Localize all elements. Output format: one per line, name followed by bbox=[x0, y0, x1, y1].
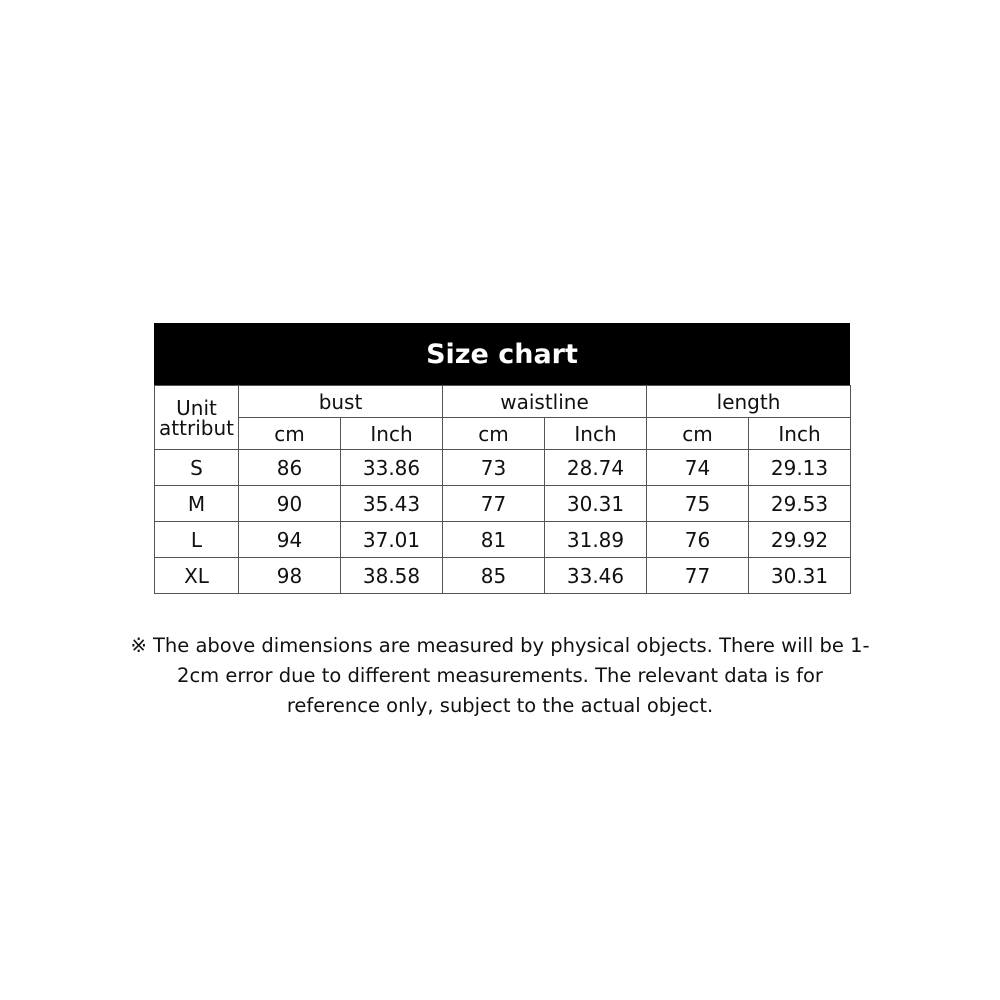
unit-header-bust-cm: cm bbox=[239, 418, 341, 450]
length-inch-value: 30.31 bbox=[749, 558, 851, 594]
size-label: L bbox=[155, 522, 239, 558]
size-table bbox=[154, 385, 851, 594]
bust-cm-value: 98 bbox=[239, 558, 341, 594]
waistline-cm-value: 81 bbox=[443, 522, 545, 558]
waistline-cm-value: 73 bbox=[443, 450, 545, 486]
unit-header-waistline-cm: cm bbox=[443, 418, 545, 450]
length-inch-value: 29.92 bbox=[749, 522, 851, 558]
waistline-inch-value: 31.89 bbox=[545, 522, 647, 558]
header-unit-row bbox=[155, 418, 851, 450]
unit-label: Unit bbox=[176, 395, 217, 420]
length-cm-value: 76 bbox=[647, 522, 749, 558]
bust-inch-value: 33.86 bbox=[341, 450, 443, 486]
unit-header-bust-inch: Inch bbox=[341, 418, 443, 450]
chart-title: Size chart bbox=[154, 323, 850, 385]
waistline-inch-value: 33.46 bbox=[545, 558, 647, 594]
table-row bbox=[155, 486, 851, 522]
table-row bbox=[155, 558, 851, 594]
table-row bbox=[155, 522, 851, 558]
bust-inch-value: 37.01 bbox=[341, 522, 443, 558]
header-group-row bbox=[155, 386, 851, 418]
waistline-inch-value: 28.74 bbox=[545, 450, 647, 486]
size-label: M bbox=[155, 486, 239, 522]
size-label: S bbox=[155, 450, 239, 486]
unit-header-waistline-inch: Inch bbox=[545, 418, 647, 450]
bust-cm-value: 94 bbox=[239, 522, 341, 558]
waistline-cm-value: 77 bbox=[443, 486, 545, 522]
length-cm-value: 75 bbox=[647, 486, 749, 522]
bust-cm-value: 90 bbox=[239, 486, 341, 522]
length-cm-value: 74 bbox=[647, 450, 749, 486]
unit-attribute-header bbox=[155, 386, 239, 450]
group-header-length: length bbox=[647, 386, 851, 418]
unit-header-length-inch: Inch bbox=[749, 418, 851, 450]
size-chart bbox=[154, 323, 850, 594]
size-label: XL bbox=[155, 558, 239, 594]
bust-inch-value: 35.43 bbox=[341, 486, 443, 522]
length-inch-value: 29.13 bbox=[749, 450, 851, 486]
waistline-cm-value: 85 bbox=[443, 558, 545, 594]
length-cm-value: 77 bbox=[647, 558, 749, 594]
attribute-label: attribut bbox=[159, 415, 234, 440]
group-header-bust: bust bbox=[239, 386, 443, 418]
unit-header-length-cm: cm bbox=[647, 418, 749, 450]
measurement-note: ※ The above dimensions are measured by physical objects. There will be 1-2cm error due to different measurements. The relevant data is for reference only, subject to the actual object. bbox=[130, 633, 870, 717]
bust-cm-value: 86 bbox=[239, 450, 341, 486]
table-row bbox=[155, 450, 851, 486]
length-inch-value: 29.53 bbox=[749, 486, 851, 522]
bust-inch-value: 38.58 bbox=[341, 558, 443, 594]
group-header-waistline: waistline bbox=[443, 386, 647, 418]
waistline-inch-value: 30.31 bbox=[545, 486, 647, 522]
